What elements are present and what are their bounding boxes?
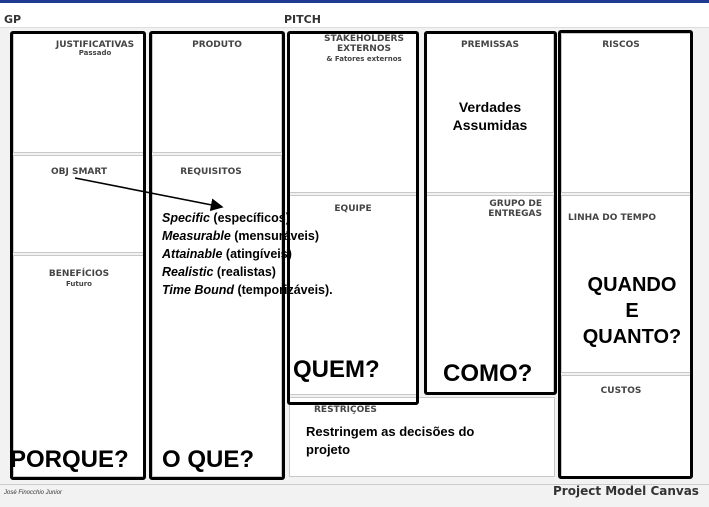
header-gp: GP	[4, 13, 22, 26]
label-requisitos: REQUISITOS	[180, 167, 242, 177]
question-quanto: QUANTO?	[582, 326, 682, 348]
sub-beneficios: Futuro	[65, 280, 92, 288]
smart-attainable: Attainable (atingíveis)	[162, 247, 292, 261]
question-como: COMO?	[443, 360, 533, 387]
label-premissas: PREMISSAS	[461, 40, 519, 50]
smart-measurable: Measurable (mensuráveis)	[162, 229, 320, 243]
label-stakeholders-1: STAKEHOLDERS	[324, 34, 404, 44]
note-verdades-1: Verdades	[458, 99, 522, 115]
label-grupo-entregas-1: GRUPO DE	[489, 199, 542, 209]
label-restricoes: RESTRIÇÕES	[314, 405, 377, 415]
smart-realistic: Realistic (realistas)	[162, 265, 276, 279]
question-oque: O QUE?	[162, 446, 255, 473]
label-linha-do-tempo: LINHA DO TEMPO	[568, 213, 656, 223]
question-e: E	[625, 300, 639, 322]
question-quando: QUANDO	[587, 274, 677, 296]
label-custos: CUSTOS	[600, 386, 642, 396]
label-produto: PRODUTO	[192, 40, 242, 50]
footer-author: José Finocchio Junior	[4, 490, 63, 496]
label-riscos: RISCOS	[602, 40, 640, 50]
label-grupo-entregas-2: ENTREGAS	[488, 209, 542, 219]
sub-stakeholders: & Fatores externos	[326, 55, 402, 63]
footer-title: Project Model Canvas	[553, 484, 699, 498]
smart-timebound: Time Bound (temporizáveis).	[162, 283, 333, 297]
question-quem: QUEM?	[293, 356, 380, 383]
note-verdades-2: Assumidas	[452, 117, 528, 133]
note-restringem-1: Restringem as decisões do	[306, 424, 475, 439]
note-restringem-2: projeto	[306, 442, 351, 457]
header-pitch: PITCH	[284, 13, 321, 26]
label-obj-smart: OBJ SMART	[50, 167, 108, 177]
sub-justificativas: Passado	[78, 49, 112, 57]
smart-specific: Specific (específicos)	[162, 211, 290, 225]
label-beneficios: BENEFÍCIOS	[48, 269, 110, 279]
label-equipe: EQUIPE	[334, 204, 372, 214]
label-justificativas: JUSTIFICATIVAS	[55, 40, 135, 50]
question-porque: PORQUE?	[10, 446, 129, 473]
label-stakeholders-2: EXTERNOS	[337, 44, 391, 54]
